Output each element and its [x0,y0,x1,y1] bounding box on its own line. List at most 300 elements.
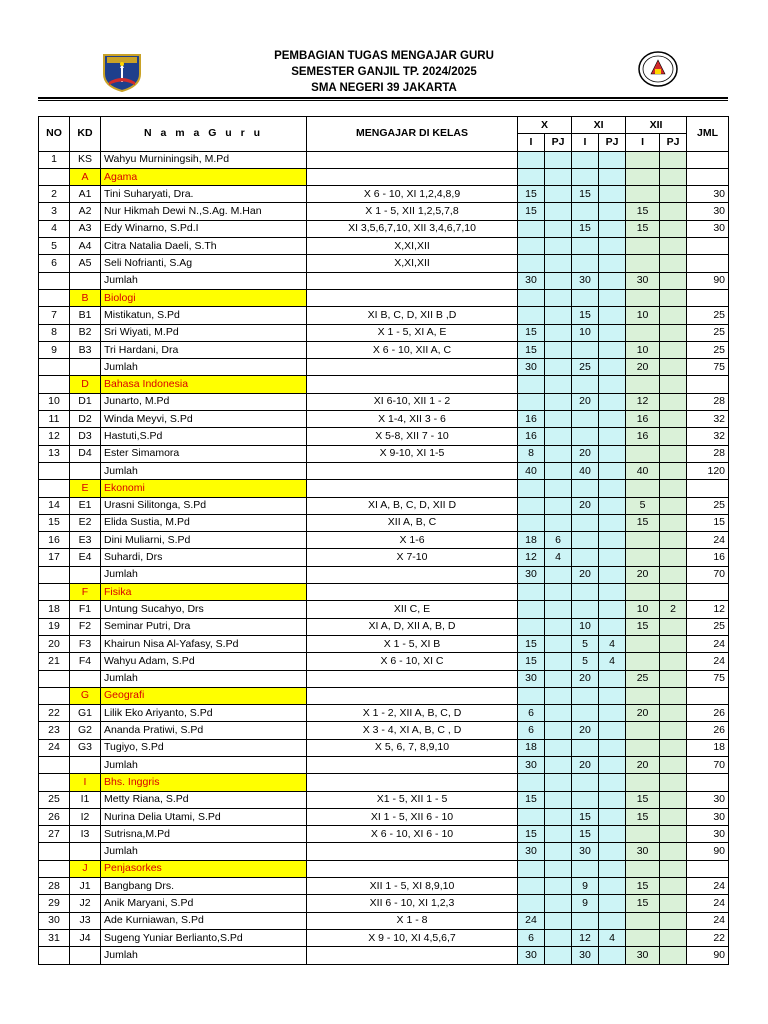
jml-cell: 90 [687,272,729,289]
no-cell: 24 [39,739,70,756]
no-cell: 20 [39,635,70,652]
xi-i-cell [572,739,599,756]
teacher-name-cell: Khairun Nisa Al-Yafasy, S.Pd [101,635,307,652]
column-header-jml: JML [687,117,729,152]
xi-i-cell: 30 [572,843,599,860]
xii-pj-cell [660,186,687,203]
jml-cell: 28 [687,393,729,410]
teacher-name-cell: Junarto, M.Pd [101,393,307,410]
jml-cell [687,860,729,877]
jml-cell: 26 [687,705,729,722]
kd-cell: G1 [70,705,101,722]
x-i-cell: 6 [518,705,545,722]
teacher-name-cell: Ester Simamora [101,445,307,462]
x-pj-cell [545,947,572,964]
teacher-name-cell: Dini Muliarni, S.Pd [101,532,307,549]
xi-pj-cell [599,895,626,912]
kd-cell: J4 [70,929,101,946]
kelas-cell [307,151,518,168]
kelas-cell: X 5-8, XII 7 - 10 [307,428,518,445]
no-cell: 7 [39,307,70,324]
x-i-cell: 6 [518,929,545,946]
x-i-cell [518,376,545,393]
kelas-cell: X 7-10 [307,549,518,566]
xii-pj-cell [660,462,687,479]
kd-cell: A5 [70,255,101,272]
jml-cell: 28 [687,445,729,462]
xii-pj-cell [660,584,687,601]
kelas-cell [307,168,518,185]
kelas-cell: X 5, 6, 7, 8,9,10 [307,739,518,756]
kd-cell [70,272,101,289]
category-row [39,584,729,601]
teacher-row [39,929,729,946]
x-pj-cell [545,756,572,773]
subtotal-label-cell: Jumlah [101,843,307,860]
x-pj-cell [545,514,572,531]
xi-i-cell: 9 [572,878,599,895]
x-pj-cell [545,255,572,272]
kd-cell: J2 [70,895,101,912]
kd-cell: E4 [70,549,101,566]
x-pj-cell [545,929,572,946]
category-code-cell: D [70,376,101,393]
kelas-cell: X 6 - 10, XI 6 - 10 [307,826,518,843]
header-divider [38,97,728,99]
subtotal-row [39,756,729,773]
kelas-cell [307,480,518,497]
xii-pj-cell [660,739,687,756]
x-pj-cell [545,601,572,618]
jml-cell: 90 [687,843,729,860]
xii-pj-cell [660,393,687,410]
xii-i-cell [626,532,660,549]
teacher-name-cell: Tini Suharyati, Dra. [101,186,307,203]
jml-cell [687,774,729,791]
xi-pj-cell [599,687,626,704]
kelas-cell: X 1 - 2, XII A, B, C, D [307,705,518,722]
subtotal-row [39,843,729,860]
category-name-cell: Agama [101,168,307,185]
no-cell [39,860,70,877]
xii-pj-cell [660,411,687,428]
teacher-row [39,255,729,272]
jml-cell [687,255,729,272]
teacher-name-cell: Seli Nofrianti, S.Ag [101,255,307,272]
xii-pj-cell [660,238,687,255]
x-pj-cell [545,289,572,306]
xi-pj-cell [599,376,626,393]
jml-cell: 25 [687,324,729,341]
jml-cell: 75 [687,670,729,687]
kelas-cell [307,687,518,704]
document-subtitle-semester: SEMESTER GANJIL TP. 2024/2025 [291,66,477,78]
kd-cell: A3 [70,220,101,237]
subtotal-row [39,670,729,687]
xi-pj-cell [599,151,626,168]
xii-pj-cell [660,895,687,912]
x-pj-cell [545,462,572,479]
xi-pj-cell [599,860,626,877]
no-cell: 8 [39,324,70,341]
xi-pj-cell [599,791,626,808]
x-pj-cell [545,480,572,497]
xi-pj-cell [599,808,626,825]
no-cell: 30 [39,912,70,929]
xii-i-cell: 20 [626,756,660,773]
kelas-cell [307,462,518,479]
category-row [39,289,729,306]
subtotal-row [39,272,729,289]
kd-cell: F1 [70,601,101,618]
xii-i-cell [626,445,660,462]
xi-i-cell: 20 [572,670,599,687]
jml-cell: 24 [687,912,729,929]
xii-pj-cell [660,929,687,946]
xii-i-cell [626,549,660,566]
jml-cell: 70 [687,566,729,583]
kelas-cell [307,756,518,773]
xi-pj-cell [599,670,626,687]
xii-i-cell [626,635,660,652]
column-header-grade-xi: XI [572,117,626,134]
category-name-cell: Penjasorkes [101,860,307,877]
teacher-name-cell: Nurina Delia Utami, S.Pd [101,808,307,825]
kelas-cell: XI A, B, C, D, XII D [307,497,518,514]
xi-pj-cell [599,289,626,306]
subtotal-label-cell: Jumlah [101,462,307,479]
kd-cell: E1 [70,497,101,514]
x-pj-cell [545,359,572,376]
xi-i-cell [572,687,599,704]
x-i-cell [518,774,545,791]
document-header [0,0,768,100]
xii-i-cell: 15 [626,791,660,808]
x-i-cell: 15 [518,653,545,670]
xii-i-cell: 15 [626,514,660,531]
x-i-cell [518,497,545,514]
xii-i-cell: 25 [626,670,660,687]
jml-cell: 32 [687,411,729,428]
jml-cell: 24 [687,653,729,670]
xi-i-cell [572,584,599,601]
no-cell: 28 [39,878,70,895]
no-cell [39,376,70,393]
column-header-xi-pj: PJ [599,134,626,151]
xi-pj-cell [599,497,626,514]
xii-pj-cell [660,255,687,272]
x-pj-cell [545,843,572,860]
kd-cell: D1 [70,393,101,410]
jml-cell: 30 [687,220,729,237]
jml-cell: 30 [687,826,729,843]
no-cell: 25 [39,791,70,808]
no-cell [39,272,70,289]
xii-i-cell: 15 [626,878,660,895]
xii-i-cell [626,929,660,946]
x-i-cell: 15 [518,186,545,203]
no-cell: 27 [39,826,70,843]
jml-cell: 24 [687,895,729,912]
kd-cell: B2 [70,324,101,341]
no-cell: 4 [39,220,70,237]
xi-pj-cell [599,411,626,428]
xii-i-cell: 16 [626,411,660,428]
no-cell [39,289,70,306]
no-cell [39,670,70,687]
kd-cell: J1 [70,878,101,895]
no-cell [39,687,70,704]
x-pj-cell [545,687,572,704]
kd-cell [70,566,101,583]
xii-i-cell [626,653,660,670]
xi-i-cell [572,168,599,185]
no-cell: 29 [39,895,70,912]
teacher-row [39,220,729,237]
category-row [39,774,729,791]
kelas-cell [307,860,518,877]
xii-i-cell: 15 [626,808,660,825]
teacher-name-cell: Winda Meyvi, S.Pd [101,411,307,428]
xi-pj-cell [599,393,626,410]
kelas-cell [307,359,518,376]
x-i-cell [518,307,545,324]
jml-cell: 24 [687,532,729,549]
category-name-cell: Ekonomi [101,480,307,497]
x-pj-cell [545,411,572,428]
kd-cell: F4 [70,653,101,670]
subtotal-row [39,947,729,964]
jml-cell: 15 [687,514,729,531]
xii-pj-cell [660,653,687,670]
teacher-row [39,895,729,912]
category-name-cell: Bahasa Indonesia [101,376,307,393]
xii-i-cell: 15 [626,618,660,635]
x-i-cell [518,238,545,255]
xi-pj-cell [599,826,626,843]
x-i-cell: 18 [518,532,545,549]
kd-cell: E2 [70,514,101,531]
category-row [39,168,729,185]
xii-pj-cell [660,860,687,877]
xii-pj-cell [660,843,687,860]
xii-pj-cell [660,566,687,583]
xii-i-cell [626,687,660,704]
xi-pj-cell [599,549,626,566]
teacher-row [39,324,729,341]
column-header-x-i: I [518,134,545,151]
kelas-cell: XI 1 - 5, XII 6 - 10 [307,808,518,825]
subtotal-row [39,359,729,376]
no-cell: 1 [39,151,70,168]
no-cell: 17 [39,549,70,566]
teacher-row [39,532,729,549]
jml-cell: 24 [687,878,729,895]
kd-cell: A2 [70,203,101,220]
kelas-cell: X 1 - 8 [307,912,518,929]
teacher-name-cell: Sutrisna,M.Pd [101,826,307,843]
xii-i-cell: 12 [626,393,660,410]
xi-i-cell [572,601,599,618]
xi-pj-cell [599,462,626,479]
jml-cell: 25 [687,497,729,514]
subtotal-label-cell: Jumlah [101,947,307,964]
jml-cell [687,687,729,704]
no-cell: 2 [39,186,70,203]
teacher-name-cell: Citra Natalia Daeli, S.Th [101,238,307,255]
xi-pj-cell [599,220,626,237]
teacher-name-cell: Suhardi, Drs [101,549,307,566]
x-pj-cell [545,238,572,255]
kelas-cell: X 6 - 10, XI C [307,653,518,670]
xi-pj-cell [599,514,626,531]
xii-pj-cell [660,220,687,237]
xi-i-cell: 12 [572,929,599,946]
xii-i-cell: 16 [626,428,660,445]
subtotal-label-cell: Jumlah [101,566,307,583]
xi-i-cell: 5 [572,653,599,670]
subtotal-label-cell: Jumlah [101,272,307,289]
xi-pj-cell [599,947,626,964]
xii-i-cell [626,186,660,203]
kelas-cell: X 6 - 10, XII A, C [307,341,518,358]
xi-i-cell [572,480,599,497]
xi-i-cell: 15 [572,220,599,237]
xi-i-cell [572,289,599,306]
column-header-x-pj: PJ [545,134,572,151]
x-pj-cell [545,203,572,220]
teacher-name-cell: Elida Sustia, M.Pd [101,514,307,531]
xi-i-cell [572,411,599,428]
kd-cell: A4 [70,238,101,255]
teacher-name-cell: Untung Sucahyo, Drs [101,601,307,618]
jml-cell: 120 [687,462,729,479]
teacher-name-cell: Mistikatun, S.Pd [101,307,307,324]
kd-cell: F2 [70,618,101,635]
x-pj-cell: 6 [545,532,572,549]
teacher-row [39,151,729,168]
kelas-cell: XI 6-10, XII 1 - 2 [307,393,518,410]
teacher-row [39,722,729,739]
kelas-cell: X 1-4, XII 3 - 6 [307,411,518,428]
x-pj-cell [545,791,572,808]
x-i-cell [518,687,545,704]
teacher-name-cell: Tugiyo, S.Pd [101,739,307,756]
xi-pj-cell [599,307,626,324]
x-i-cell: 30 [518,566,545,583]
xi-i-cell [572,428,599,445]
kd-cell: D2 [70,411,101,428]
document-subtitle-school: SMA NEGERI 39 JAKARTA [311,82,457,94]
xi-pj-cell [599,324,626,341]
xi-i-cell [572,532,599,549]
kd-cell: I1 [70,791,101,808]
xii-pj-cell [660,168,687,185]
table-body [39,151,729,964]
teacher-row [39,653,729,670]
xii-pj-cell [660,359,687,376]
no-cell [39,480,70,497]
xi-i-cell [572,774,599,791]
xi-pj-cell [599,359,626,376]
no-cell: 19 [39,618,70,635]
no-cell: 11 [39,411,70,428]
x-pj-cell [545,895,572,912]
x-pj-cell [545,618,572,635]
jml-cell: 24 [687,635,729,652]
x-i-cell [518,878,545,895]
jml-cell [687,289,729,306]
xii-pj-cell [660,151,687,168]
kelas-cell: XII C, E [307,601,518,618]
x-i-cell: 18 [518,739,545,756]
column-header-xii-i: I [626,134,660,151]
xi-i-cell [572,376,599,393]
jml-cell: 25 [687,307,729,324]
x-pj-cell [545,324,572,341]
x-i-cell: 16 [518,411,545,428]
category-code-cell: I [70,774,101,791]
xi-pj-cell: 4 [599,635,626,652]
x-pj-cell [545,826,572,843]
xii-pj-cell [660,774,687,791]
teacher-name-cell: Seminar Putri, Dra [101,618,307,635]
xii-pj-cell [660,808,687,825]
xii-i-cell [626,151,660,168]
xii-pj-cell [660,826,687,843]
xi-pj-cell [599,878,626,895]
xi-i-cell [572,238,599,255]
teacher-row [39,808,729,825]
xii-pj-cell [660,272,687,289]
xi-pj-cell [599,739,626,756]
no-cell: 21 [39,653,70,670]
xi-i-cell: 20 [572,393,599,410]
x-i-cell [518,808,545,825]
kelas-cell [307,843,518,860]
category-row [39,687,729,704]
teacher-row [39,186,729,203]
xi-pj-cell [599,843,626,860]
no-cell: 16 [39,532,70,549]
jml-cell: 25 [687,341,729,358]
xi-i-cell: 15 [572,826,599,843]
kd-cell [70,670,101,687]
kd-cell [70,756,101,773]
xi-pj-cell [599,480,626,497]
xi-pj-cell [599,705,626,722]
x-i-cell [518,151,545,168]
xi-pj-cell [599,584,626,601]
xii-i-cell [626,324,660,341]
teacher-row [39,705,729,722]
teaching-assignment-table [38,116,729,965]
xi-i-cell: 5 [572,635,599,652]
kelas-cell [307,566,518,583]
x-pj-cell [545,151,572,168]
xi-i-cell [572,549,599,566]
no-cell [39,843,70,860]
x-i-cell [518,255,545,272]
no-cell: 10 [39,393,70,410]
xi-pj-cell [599,722,626,739]
xi-pj-cell [599,566,626,583]
xi-i-cell [572,705,599,722]
xii-pj-cell [660,878,687,895]
x-pj-cell [545,393,572,410]
column-header-nama-guru: N a m a G u r u [101,117,307,152]
x-i-cell: 16 [518,428,545,445]
